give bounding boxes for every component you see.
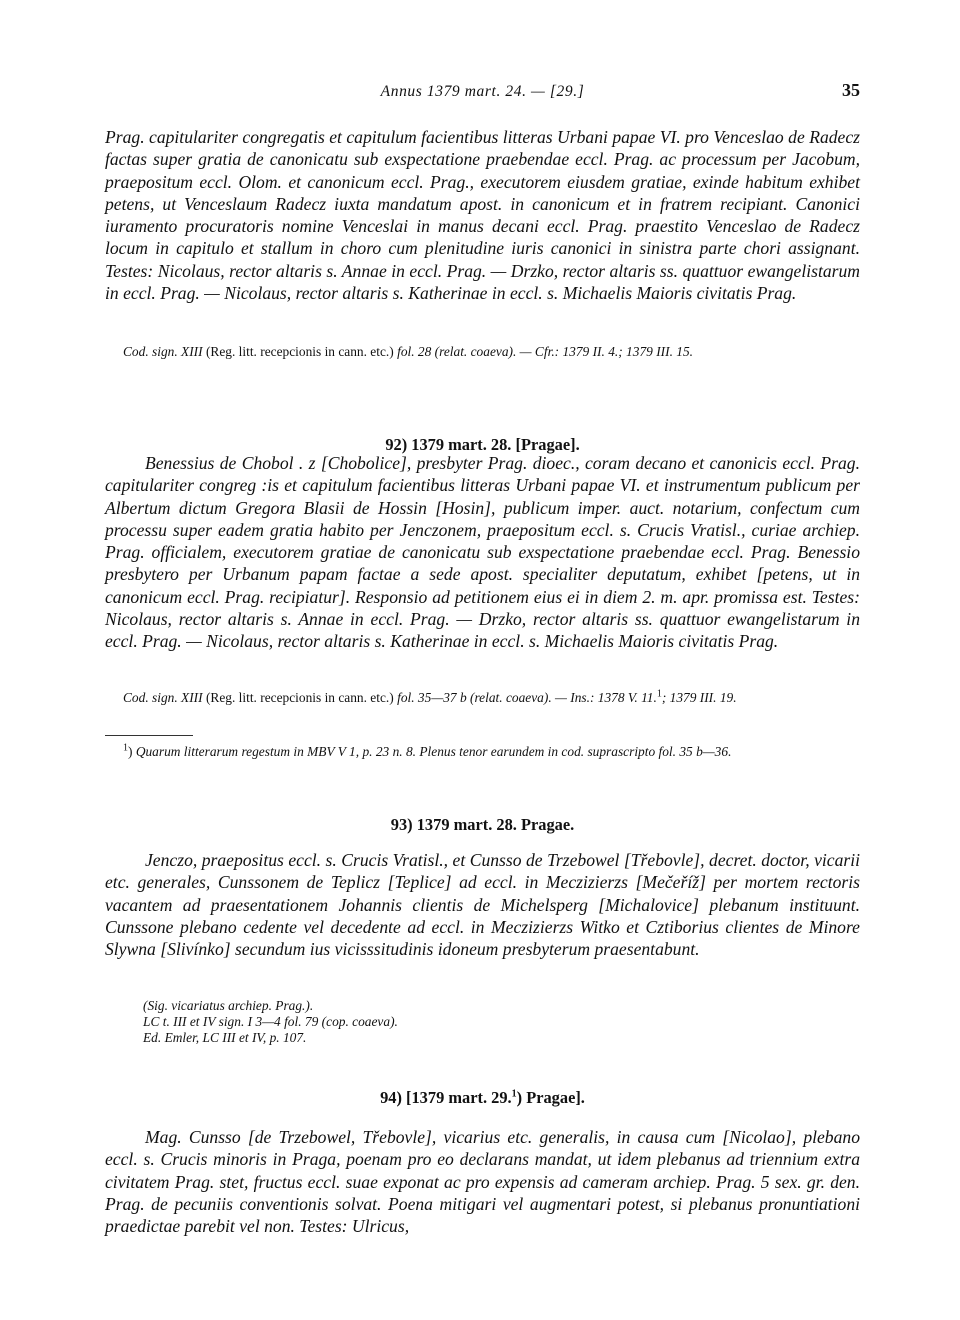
doc94-heading bbox=[105, 1088, 860, 1108]
doc91-source-detail: fol. 28 (relat. coaeva). — Cfr.: 1379 II. 4.; 1379 III. 15. bbox=[397, 344, 694, 359]
doc94-heading-b: ) Pragae]. bbox=[516, 1088, 585, 1107]
footnote-rule bbox=[105, 735, 193, 736]
doc92-footnote: $^1$) Quarum litterarum regestum in MBV V 1, p. 23 n. 8. Plenus tenor earundem in cod. suprascripto fol. 35 b—36. bbox=[123, 742, 732, 759]
doc93-heading: 93) 1379 mart. 28. Pragae. bbox=[390, 815, 575, 834]
doc93-source-line-3: Ed. Emler, LC III et IV, p. 107. bbox=[143, 1030, 307, 1045]
doc93-source-line-2: LC t. III et IV sign. I 3—4 fol. 79 (cop. coaeva). bbox=[143, 1014, 398, 1029]
footnote-text: Quarum litterarum regestum in MBV V 1, p. 23 n. 8. Plenus tenor earundem in cod. suprascripto fol. 35 b—36. bbox=[135, 744, 732, 759]
doc94-body: Mag. Cunsso [de Trzebowel, Třebovle], vicarius etc. generalis, in causa cum [Nicolao], plebano eccl. s. Crucis minoris in Praga, poenam pro eo declarans mandat, ut idem plebanus ad triennium extra civitatem Prag. stet, fructus eccl. suae exponat ac pro expensis ad cameram archiep. Prag. 5 sex. gr. den. Prag. de pecuniis conventionis solvat. Poena mitigari vel augmentari potest, si plebanus pronuntiationi praedictae parebit vel non. Testes: Ulricus, bbox=[105, 1127, 860, 1237]
doc91-body: Prag. capitulariter congregatis et capitulum facientibus litteras Urbani papae VI. pro Venceslao de Radecz factas super gratia de canonicatu sub exspectatione praebendae eccl. Prag. ac processum per Jacobum, praepositum eccl. Olom. et canonicum eccl. Prag., executorem eiusdem gratiae, exinde habitum exhibet petens, ut Venceslaum Radecz iuxta mandatum apost. in canonicum et in fratrem recipiant. Canonici iuramento procuratoris nomine Venceslai in manus decani eccl. Prag. praestito Venceslao de Radecz locum in capitulo et stallum in choro cum plenitudine iuris canonici in sinistra parte chori assignant. Testes: Nicolaus, rector altaris s. Annae in eccl. Prag. — Drzko, rector altaris ss. quattuor ewangelistarum in eccl. Prag. — Nicolaus, rector altaris s. Katherinae in eccl. s. Michaelis Maioris civitatis Prag. bbox=[105, 127, 860, 304]
doc92-heading: 92) 1379 mart. 28. [Pragae]. bbox=[385, 435, 580, 454]
doc92-source bbox=[105, 689, 860, 706]
doc94-heading-marker: 1 bbox=[511, 1088, 517, 1100]
doc91-source-ref: (Reg. litt. recepcionis in cann. etc.) bbox=[205, 344, 394, 359]
running-head-title: Annus 1379 mart. 24. — [29.] bbox=[380, 83, 585, 100]
doc93-sources bbox=[143, 998, 860, 1046]
running-head bbox=[105, 80, 860, 104]
doc92-source-detail-a: fol. 35—37 b (relat. coaeva). — Ins.: 1378 V. 11. bbox=[397, 690, 657, 705]
doc91-source-label: Cod. sign. XIII bbox=[123, 344, 203, 359]
doc94-heading-a: 94) [1379 mart. 29. bbox=[380, 1088, 512, 1107]
doc92-source-detail-b: ; 1379 III. 19. bbox=[661, 690, 737, 705]
doc93-source-line-1: (Sig. vicariatus archiep. Prag.). bbox=[143, 998, 314, 1013]
doc93-body: Jenczo, praepositus eccl. s. Crucis Vratisl., et Cunsso de Trzebowel [Třebovle], decret. doctor, vicarii etc. generales, Cunssonem de Teplicz [Teplice] ad eccl. in Meczizierzs [Mečeříž] per mortem rectoris vacantem ad praesentationem Johannis clientis de Michelsperg [Michalovice] plebanum instituunt. Cunssone plebano cedente vel decedente ad eccl. in Meczizierzs Witko et Cztiborius clientes de Minore Slywna [Slivínko] secundum ius vicisssitudinis idoneum presbyterum praesentabunt. bbox=[105, 850, 860, 960]
doc92-body: Benessius de Chobol . z [Chobolice], presbyter Prag. dioec., coram decano et canonicis eccl. Prag. capitulariter congreg :is et capitulum facientibus litteras Urbani papae VI. et instrumentum publicum per Albertum dictum Gregora Blasii de Hossin [Hosin], publicum imper. auct. notarium, confectum cum processu super eadem gratia habito per Jenczonem, praepositum eccl. s. Crucis Vratisl., curiae archiep. Prag. officialem, executorem gratiae de canonicatu sub exspectatione praebendae eccl. Prag. Benessio presbytero per Urbanum papam factae a sede apost. specialiter deputatum, exhibet [petens, ut in canonicum eccl. Prag. recipiatur]. Responsio ad petitionem eius ei in diem 2. m. apr. promissa est. Testes: Nicolaus, rector altaris s. Annae in eccl. Prag. — Drzko, rector altaris ss. quattuor ewangelistarum in eccl. Prag. — Nicolaus, rector altaris s. Katherinae in eccl. s. Michaelis Maioris civitatis Prag. bbox=[105, 453, 860, 652]
doc92-source-footnote-marker: 1 bbox=[656, 688, 662, 700]
page-number: 35 bbox=[842, 80, 860, 100]
doc92-source-label: Cod. sign. XIII bbox=[123, 690, 203, 705]
doc91-source bbox=[105, 343, 860, 360]
footnote-marker: 1 bbox=[123, 742, 128, 754]
doc92-source-ref: (Reg. litt. recepcionis in cann. etc.) bbox=[205, 690, 394, 705]
